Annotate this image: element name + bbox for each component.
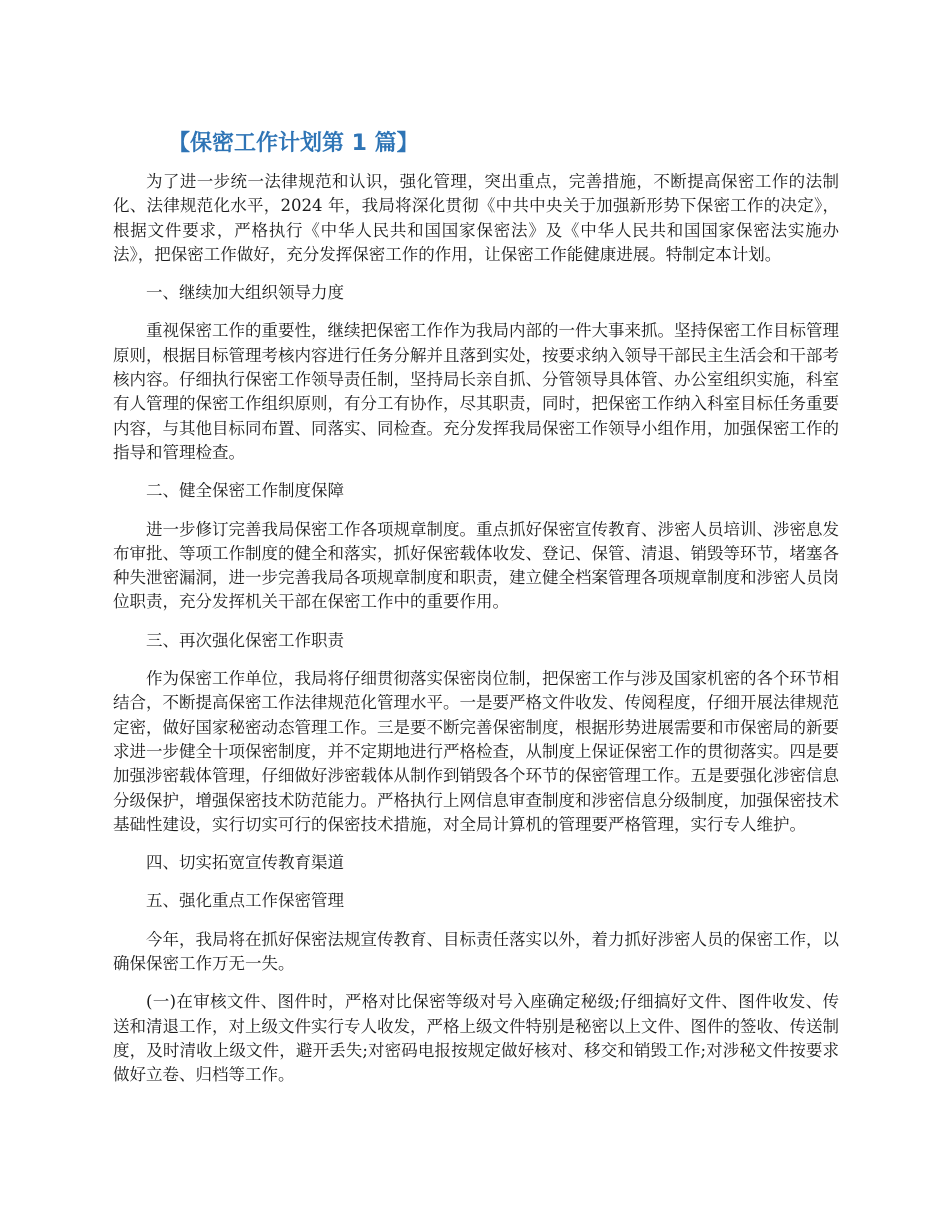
document-title: 【保密工作计划第 1 篇】 — [168, 131, 419, 156]
document-body — [113, 170, 839, 1102]
section-5-paragraph: 今年，我局将在抓好保密法规宣传教育、目标责任落实以外，着力抓好涉密人员的保密工作，以确保保密工作万无一失。 — [113, 929, 839, 974]
intro-paragraph: 为了进一步统一法律规范和认识，强化管理，突出重点，完善措施，不断提高保密工作的法制化、法律规范化水平，2024 年，我局将深化贯彻《中共中央关于加强新形势下保密工作的决定》，根据文件要求，严格执行《中华人民共和国国家保密法》及《中华人民共和国国家保密法实施办法》，把保密工作做好，充分发挥保密工作的作用，让保密工作能健康进展。特制定本计划。 — [113, 172, 839, 264]
section-heading-4: 四、切实拓宽宣传教育渠道 — [146, 853, 344, 873]
section-1-paragraph: 重视保密工作的重要性，继续把保密工作作为我局内部的一件大事来抓。坚持保密工作目标管理原则，根据目标管理考核内容进行任务分解并且落到实处，按要求纳入领导干部民主生活会和干部考核内容。仔细执行保密工作领导责任制，坚持局长亲自抓、分管领导具体管、办公室组织实施，科室有人管理的保密工作组织原则，有分工有协作，尽其职责，同时，把保密工作纳入科室目标任务重要内容，与其他目标同布置、同落实、同检查。充分发挥我局保密工作领导小组作用，加强保密工作的指导和管理检查。 — [113, 321, 839, 462]
section-heading-2: 二、健全保密工作制度保障 — [146, 481, 344, 501]
section-heading-1: 一、继续加大组织领导力度 — [146, 283, 344, 303]
section-3-paragraph: 作为保密工作单位，我局将仔细贯彻落实保密岗位制，把保密工作与涉及国家机密的各个环节相结合，不断提高保密工作法律规范化管理水平。一是要严格文件收发、传阅程度，仔细开展法律规范定密，做好国家秘密动态管理工作。三是要不断完善保密制度，根据形势进展需要和市保密局的新要求进一步健全十项保密制度，并不定期地进行严格检查，从制度上保证保密工作的贯彻落实。四是要加强涉密载体管理，仔细做好涉密载体从制作到销毁各个环节的保密管理工作。五是要强化涉密信息分级保护，增强保密技术防范能力。严格执行上网信息审查制度和涉密信息分级制度，加强保密技术基础性建设，实行切实可行的保密技术措施，对全局计算机的管理要严格管理，实行专人维护。 — [113, 669, 839, 834]
section-5-item-1: (一)在审核文件、图件时，严格对比保密等级对号入座确定秘级;仔细搞好文件、图件收发、传送和清退工作，对上级文件实行专人收发，严格上级文件特别是秘密以上文件、图件的签收、传送制度，及时清收上级文件，避开丢失;对密码电报按规定做好核对、移交和销毁工作;对涉秘文件按要求做好立卷、归档等工作。 — [113, 992, 839, 1085]
section-heading-5: 五、强化重点工作保密管理 — [146, 891, 344, 911]
section-heading-3: 三、再次强化保密工作职责 — [146, 630, 344, 650]
section-2-paragraph: 进一步修订完善我局保密工作各项规章制度。重点抓好保密宣传教育、涉密人员培训、涉密息发布审批、等项工作制度的健全和落实，抓好保密载体收发、登记、保管、清退、销毁等环节，堵塞各种失泄密漏洞，进一步完善我局各项规章制度和职责，建立健全档案管理各项规章制度和涉密人员岗位职责，充分发挥机关干部在保密工作中的重要作用。 — [113, 519, 839, 612]
